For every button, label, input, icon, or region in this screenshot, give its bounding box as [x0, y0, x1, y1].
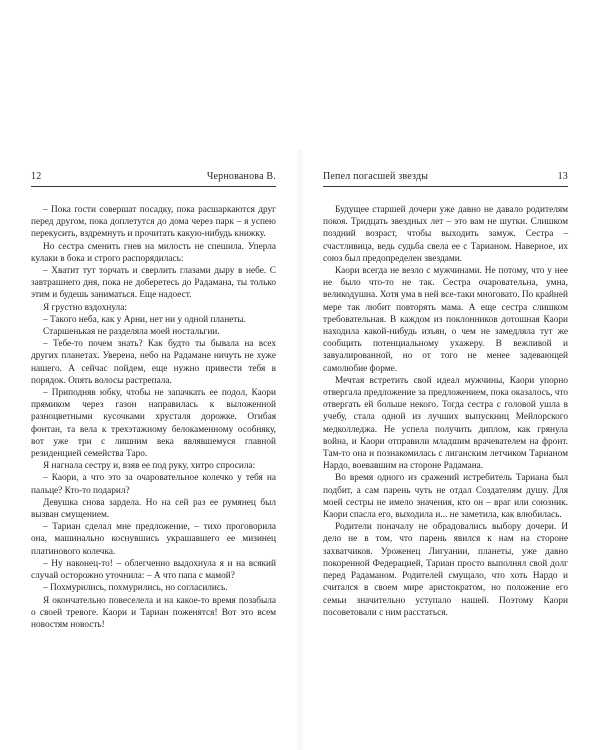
right-running-head	[323, 170, 568, 184]
left-paragraph: Я грустно вздохнула:	[43, 302, 127, 313]
left-running-title: Чернованова В.	[206, 171, 276, 182]
right-paragraph: Родители поначалу не обрадовались выбору дочери. И дело не в том, что парень явился к нам на стороне захватчиков. Уроженец Лигуании, планеты, уже давно покоренной Федерацией, Тариан просто выполнял свой долг перед Радаманом. Родителей смущало, что хоть Нардо и считался в своем мире аристократом, но положение его семьи значительно уступало нашей. Поэтому Каори посоветовали с ним расстаться.	[323, 522, 568, 618]
right-paragraph: Во время одного из сражений истребитель Тариана был подбит, а сам парень чуть не отдал Создателям душу. Для моей сестры не имело значения, кто он – враг или союзник. Каори спасла его, выходила и... не заметила, как влюбилась.	[323, 473, 568, 521]
left-paragraph: – Тариан сделал мне предложение, – тихо проговорила она, машинально коснувшись украшавшего ее мизинец платинового колечка.	[31, 522, 276, 557]
left-header-rule	[31, 186, 276, 187]
left-paragraph: – Приподняв юбку, чтобы не запачкать ее подол, Каори прямиком через газон направилась к выложенной разноцветными кусочками хрусталя дорожке. Огибая фонтан, та вела к трехэтажному белокаменному особняку, вот уже три с лишним века являвшемуся главной резиденцией семейства Таро.	[31, 388, 276, 460]
left-paragraph: Но сестра сменить гнев на милость не спешила. Уперла кулаки в бока и строго распорядилась:	[31, 241, 276, 264]
left-paragraph: – Такого неба, как у Арни, нет ни у одной планеты.	[43, 314, 246, 325]
left-paragraph: – Ну наконец-то! – облегченно выдохнула я и на всякий случай осторожно уточнила: – А что папа с мамой?	[31, 558, 276, 582]
right-paragraph: Каори всегда не везло с мужчинами. Не потому, что у нее не было что-то не так. Сестра очаровательна, умна, великодушна. Хотя ума в ней все-таки многовато. По крайней мере так любит повторять мама. А еще сестра слишком требовательная. В каждом из поклонников дотошная Каори находила какой-нибудь изъян, о чем не замедляла тут же сообщить потенциальному ухажеру. В вежливой и завуалированной, но от того не менее задевающей самолюбие форме.	[323, 266, 568, 374]
right-page	[323, 170, 568, 619]
right-running-title: Пепел погасшей звезды	[323, 171, 429, 182]
left-paragraph: – Похмурились, похмурились, но согласились.	[43, 583, 228, 594]
left-paragraph: Старшенькая не разделяла моей ностальгии.	[43, 327, 220, 338]
left-paragraph: Я окончательно повеселела и на какое-то время позабыла о своей тревоге. Каори и Тариан поженятся! Вот это всем новостям новость!	[31, 595, 276, 630]
book-gutter	[296, 150, 304, 750]
right-paragraph: Мечтая встретить свой идеал мужчины, Каори упорно отвергала предложение за предложением, пока оказалось, что отвергать ей больше некого. Тогда сестра с головой ушла в учебу, стала одной из лучших выпускниц Мейлорского медколледжа. Не успела получить диплом, как грянула война, и Каори отправили младшим врачевателем на фронт. Там-то она и познакомилась с лиганским летчиком Тарианом Нардо, воевавшим на стороне Радамана.	[323, 375, 568, 472]
right-header-rule	[323, 186, 568, 187]
left-paragraph: – Пока гости совершат посадку, пока расшаркаются друг перед другом, пока доплетутся до дома через парк – я успею перекусить, вздремнуть и прочитать какую-нибудь книжку.	[31, 205, 276, 240]
left-page	[31, 170, 276, 631]
left-paragraph: Девушка снова зардела. Но на сей раз ее румянец был вызван смущением.	[31, 497, 276, 521]
right-page-number: 13	[557, 171, 568, 182]
right-body-text	[323, 204, 568, 619]
left-body-text	[31, 204, 276, 631]
left-running-head	[31, 170, 276, 184]
right-paragraph: Будущее старшей дочери уже давно не давало родителям покоя. Тридцать звездных лет – это вам не шутки. Слишком поздний возраст, чтобы выходить замуж. Сестра – счастливица, ведь судьба свела ее с Тарианом. Наверное, их союз был предопределен звездами.	[323, 205, 568, 264]
left-paragraph: – Хватит тут торчать и сверлить глазами дыру в небе. С завтрашнего дня, пока не доберетесь до Радамана, ты только этим и будешь заниматься. Еще надоест.	[31, 266, 276, 301]
left-page-number: 12	[31, 171, 42, 182]
left-paragraph: – Каори, а что это за очаровательное колечко у тебя на пальце? Кто-то подарил?	[31, 473, 276, 496]
left-paragraph: – Тебе-то почем знать? Как будто ты бывала на всех других планетах. Уверена, небо на Радамане ничуть не хуже нашего. А сейчас пойдем, еще нужно привести тебя в порядок. Опять волосы растрепала.	[31, 339, 276, 386]
left-paragraph: Я нагнала сестру и, взяв ее под руку, хитро спросила:	[43, 461, 256, 472]
